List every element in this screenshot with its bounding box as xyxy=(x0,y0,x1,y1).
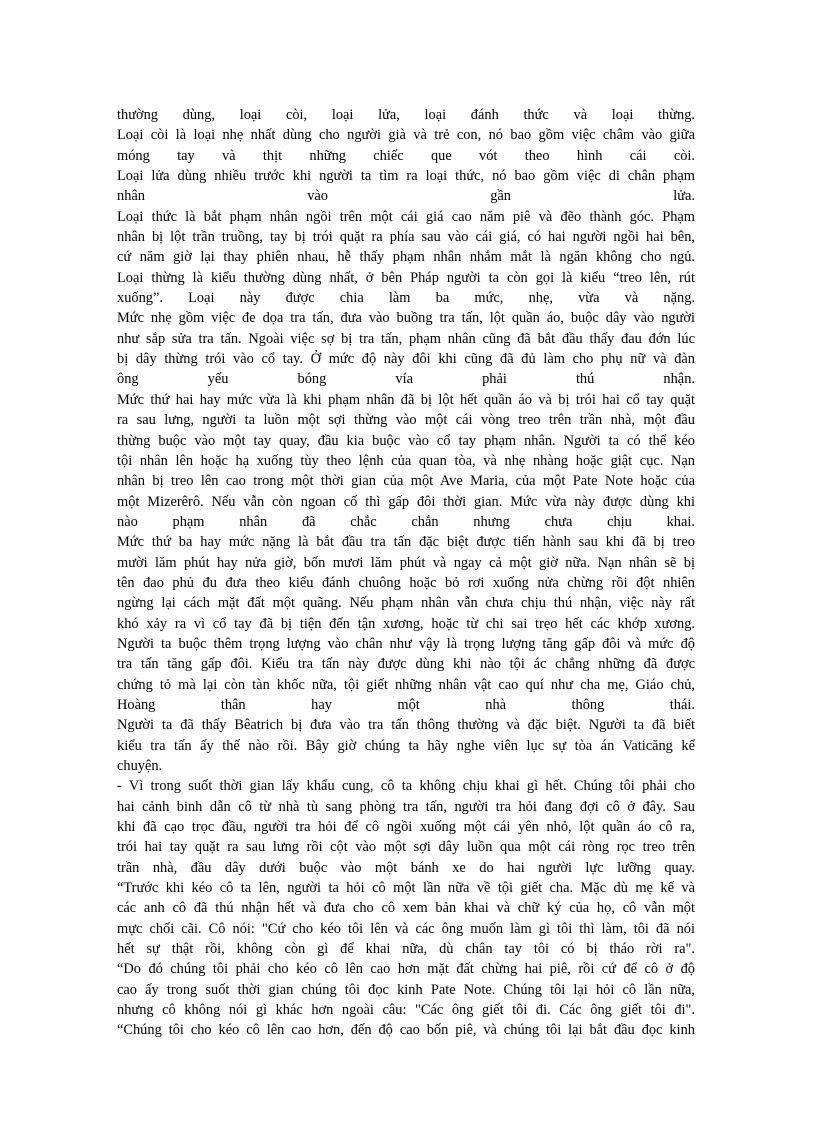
text-line: tội nhân lên hoặc hạ xuống tùy theo lệnh của quan tòa, và nhẹ nhàng hoặc giật cục. Nạn xyxy=(117,452,695,469)
text-line: Loại thức là bắt phạm nhân ngồi trên một cái giá cao năm piê và đẽo thành góc. Phạm xyxy=(117,208,695,225)
text-line: “Chúng tôi cho kéo cô lên cao hơn, đến độ cao bốn piê, và chúng tôi lại bắt đầu đọc kinh xyxy=(117,1022,695,1039)
text-line: “Trước khi kéo cô ta lên, người ta hỏi cô một lần nữa về tội giết cha. Mặc dù mẹ kế và xyxy=(117,880,695,897)
text-line: chuyện. xyxy=(117,758,163,774)
text-line: bị dây thừng trói vào cổ tay. Ở mức độ này đôi khi cũng đã đủ làm cho phụ nữ và đàn xyxy=(117,351,695,368)
text-line: nhân bị lột trần truồng, tay bị trói quặt ra phía sau vào cái giá, có hai người ngồi hai bên, xyxy=(117,229,695,246)
body-text xyxy=(117,105,695,1041)
text-line: “Do đó chúng tôi phải cho kéo cô lên cao hơn mặt đất chừng hai piê, rồi cứ để cô ở độ xyxy=(117,961,695,978)
text-line: trần nhà, đầu dây dưới buộc vào một bánh xe do hai người lực lưỡng quay. xyxy=(117,859,695,876)
text-line: hai cảnh binh dẫn cô từ nhà tù sang phòng tra tấn, người tra hỏi đang đợi cô ở đây. Sau xyxy=(117,798,695,815)
text-line: tra tấn tăng gấp đôi. Kiểu tra tấn này được dùng khi nào tội ác chẳng những đã được xyxy=(117,656,695,673)
text-line: ngừng lại cách mặt đất một quãng. Nếu phạm nhân vẫn chưa chịu thú nhận, việc này rất xyxy=(117,595,695,612)
text-line: thường dùng, loại còi, loại lửa, loại đánh thức và loại thừng. xyxy=(117,107,695,123)
text-line: trói hai tay quặt ra sau lưng rồi cột vào một sợi dây luồn qua một cái ròng rọc treo trên xyxy=(117,839,695,856)
text-line: nào phạm nhân đã chắc chắn nhưng chưa chịu khai. xyxy=(117,513,695,530)
text-line: móng tay và thịt những chiếc que vót theo hình cái còi. xyxy=(117,147,695,164)
text-line: cứ năm giờ lại thay phiên nhau, hễ thấy phạm nhân nhắm mắt là ngăn không cho ngủ. xyxy=(117,249,695,266)
text-line: mười lăm phút hay nửa giờ, bốn mươi lăm phút và ngay cả một giờ nữa. Nạn nhân sẽ bị xyxy=(117,554,695,571)
text-line: chứng tỏ mà lại còn tàn khốc nữa, tội giết những nhân vật cao quí như cha mẹ, Giáo chủ, xyxy=(117,676,695,693)
text-line: Người ta đã thấy Bêatrich bị đưa vào tra tấn thông thường và đặc biệt. Người ta đã biết xyxy=(117,717,695,734)
text-line: kiểu tra tấn ấy thế nào rồi. Bây giờ chúng ta hãy nghe viên lục sự tòa án Vaticăng kể xyxy=(117,737,695,754)
text-line: ông yếu bóng vía phải thú nhận. xyxy=(117,371,695,388)
text-line: mực chối cãi. Cô nói: "Cứ cho kéo tôi lên và các ông muốn làm gì tôi thì làm, tôi đã nói xyxy=(117,920,695,937)
text-line: xuống”. Loại này được chia làm ba mức, nhẹ, vừa và nặng. xyxy=(117,290,695,307)
text-line: Loại còi là loại nhẹ nhất dùng cho người già và trẻ con, nó bao gồm việc châm vào giữa xyxy=(117,127,695,144)
text-line: cao ấy trong suốt thời gian chúng tôi đọc kinh Pate Note. Chúng tôi lại hỏi cô lần nữa, xyxy=(117,981,695,998)
text-line: nhưng cô không nói gì khác hơn ngoài câu: "Các ông giết tôi đi. Các ông giết tôi đi". xyxy=(117,1002,695,1019)
text-line: tên đao phủ đu đưa theo kiểu đánh chuông hoặc bỏ rơi xuống nửa chừng rồi đột nhiên xyxy=(117,574,695,591)
text-line: Mức thứ ba hay mức nặng là bắt đầu tra tấn đặc biệt được tiến hành sau khi đã bị treo xyxy=(117,534,695,551)
text-line: khó xảy ra vì cổ tay đã bị tiện đến tận xương, hoặc từ chi sai trẹo hết các khớp xương. xyxy=(117,615,695,632)
text-line: như sắp sửa tra tấn. Ngoài việc sợ bị tra tấn, phạm nhân cũng đã bắt đầu thấy đau đớn lúc xyxy=(117,330,695,347)
text-line: Mức thứ hai hay mức vừa là khi phạm nhân đã bị lột hết quần áo và bị trói hai cổ tay quặt xyxy=(117,391,695,408)
text-line: - Vì trong suốt thời gian lấy khẩu cung, cô ta không chịu khai gì hết. Chúng tôi phải cho xyxy=(117,778,695,795)
text-line: Mức nhẹ gồm việc đe dọa tra tấn, đưa vào buồng tra tấn, lột quần áo, buộc dây vào người xyxy=(117,310,695,327)
text-line: nhân vào gần lửa. xyxy=(117,188,695,205)
text-line: một Mizerêrô. Nếu vẫn còn ngoan cố thì gấp đôi thời gian. Mức vừa này được dùng khi xyxy=(117,493,695,510)
text-line: khi đã cạo trọc đầu, người tra hỏi để cô ngồi xuống một cái yên nhỏ, lột quần áo cô ra, xyxy=(117,819,695,836)
text-line: thừng buộc vào một tay quay, đầu kia buộc vào cổ tay phạm nhân. Người ta có thể kéo xyxy=(117,432,695,449)
text-line: Hoàng thân hay một nhà thông thái. xyxy=(117,696,695,713)
text-line: các anh cô đã thú nhận hết và đưa cho cô xem bản khai và chữ ký của họ, cô vẫn một xyxy=(117,900,695,917)
text-line: ra sau lưng, người ta luồn một sợi thừng vào một cái vòng treo trên trần nhà, một đầu xyxy=(117,412,695,429)
text-line: hết sự thật rồi, không còn gì để khai nữa, dù chân tay tôi có bị tháo rời ra". xyxy=(117,941,695,958)
text-line: Loại lửa dùng nhiều trước khi người ta tìm ra loại thức, nó bao gồm việc di chân phạm xyxy=(117,168,695,185)
text-line: nhân bị treo lên cao trong một thời gian của một Ave Maria, của một Pate Note hoặc của xyxy=(117,473,695,490)
text-line: Người ta buộc thêm trọng lượng vào chân như vậy là trọng lượng tăng gấp đôi và mức độ xyxy=(117,635,695,652)
text-line: Loại thừng là kiểu thường dùng nhất, ở bên Pháp người ta còn gọi là kiểu “treo lên, rút xyxy=(117,269,695,286)
